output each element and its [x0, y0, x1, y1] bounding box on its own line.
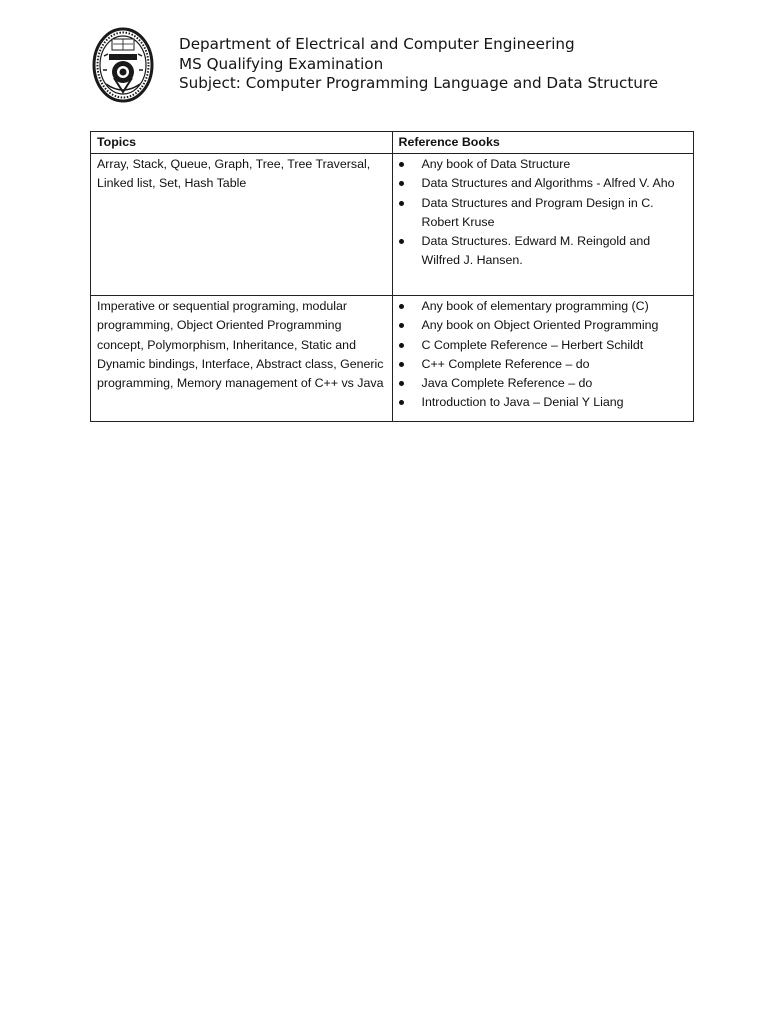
- book-title: Introduction to Java – Denial Y Liang: [421, 395, 624, 410]
- book-title: Data Structures. Edward M. Reingold and Wilfred J. Hansen.: [421, 234, 651, 268]
- department-title: Department of Electrical and Computer Engineering: [179, 35, 575, 53]
- bullet-icon: [399, 162, 404, 167]
- list-item: [399, 316, 688, 335]
- list-item: [399, 155, 688, 174]
- topics-column-header: Topics: [91, 132, 393, 154]
- book-title: C++ Complete Reference – do: [421, 356, 590, 371]
- table-row: [91, 296, 694, 422]
- book-title: Java Complete Reference – do: [421, 376, 593, 391]
- book-title: C Complete Reference – Herbert Schildt: [421, 337, 644, 352]
- list-item: [399, 194, 688, 233]
- books-cell: [392, 296, 694, 422]
- book-title: Data Structures and Algorithms - Alfred V. Aho: [421, 176, 675, 191]
- books-cell: [392, 154, 694, 296]
- reference-books-column-header: Reference Books: [392, 132, 694, 154]
- books-list: [399, 155, 688, 271]
- table-row: [91, 154, 694, 296]
- book-title: Any book of Data Structure: [421, 157, 571, 171]
- bullet-icon: [399, 181, 404, 186]
- book-title: Any book of elementary programming (C): [421, 299, 649, 313]
- list-item: [399, 174, 688, 193]
- table-header-row: [91, 132, 694, 154]
- topics-cell: Imperative or sequential programing, modular programming, Object Oriented Programming concept, Polymorphism, Inheritance, Static and Dynamic bindings, Interface, Abstract class, Generic programming, Memory management of C++ vs Java: [91, 296, 393, 422]
- topics-reference-table: [90, 131, 694, 422]
- book-title: Data Structures and Program Design in C. Robert Kruse: [421, 195, 654, 229]
- bullet-icon: [399, 362, 404, 367]
- book-title: Any book on Object Oriented Programming: [421, 318, 659, 333]
- header-text-block: [179, 35, 658, 94]
- bullet-icon: [399, 304, 404, 309]
- list-item: [399, 355, 688, 374]
- list-item: [399, 297, 688, 316]
- books-list: [399, 297, 688, 413]
- document-header: [92, 26, 732, 106]
- bullet-icon: [399, 343, 404, 348]
- list-item: [399, 374, 688, 393]
- bullet-icon: [399, 239, 404, 244]
- list-item: [399, 336, 688, 355]
- list-item: [399, 393, 688, 412]
- topics-cell: Array, Stack, Queue, Graph, Tree, Tree Traversal, Linked list, Set, Hash Table: [91, 154, 393, 296]
- bullet-icon: [399, 201, 404, 206]
- subject-title: Subject: Computer Programming Language and Data Structure: [179, 74, 659, 92]
- bullet-icon: [399, 323, 404, 328]
- bullet-icon: [399, 381, 404, 386]
- exam-title: MS Qualifying Examination: [179, 54, 384, 73]
- bullet-icon: [399, 400, 404, 405]
- list-item: [399, 232, 688, 271]
- university-seal-icon: [92, 26, 154, 104]
